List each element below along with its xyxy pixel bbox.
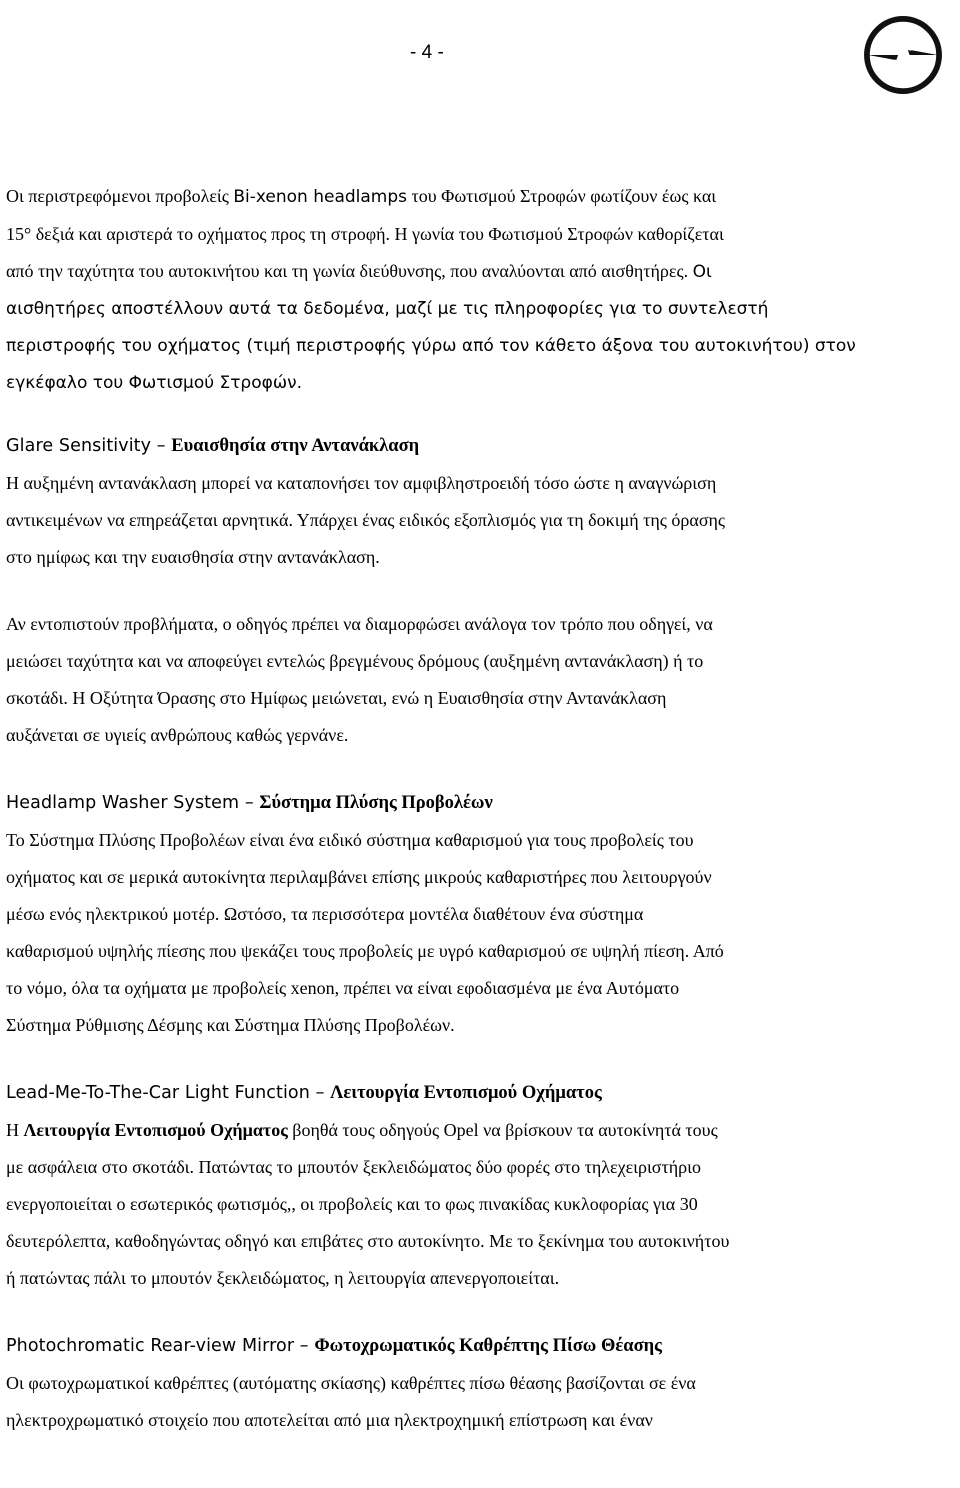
paragraph-headlamp-washer: Το Σύστημα Πλύσης Προβολέων είναι ένα ειδικό σύστημα καθαρισμού για τους προβολείς του οχήματος και σε μερικά αυτοκίνητα περιλαμβάνει επίσης μικρούς καθαριστήρες που λειτουργούν μέσω ενός ηλεκτρικού μοτέρ. Ωστόσο, τα περισσότερα μοντέλα διαθέτουν ένα σύστημα καθαρισμού υψηλής πίεσης που ψεκάζει τους προβολείς με υγρό καθαρισμού σε υψηλή πίεση. Από το νόμο, όλα τα οχήματα με προβολείς xenon, πρέπει να είναι εφοδιασμένα με ένα Αυτόματο Σύστημα Ρύθμισης Δέσμης και Σύστημα Πλύσης Προβολέων. (6, 830, 724, 1035)
heading-headlamp-washer: Headlamp Washer System – Σύστημα Πλύσης Προβολέων (6, 793, 493, 813)
paragraph-glare-sensitivity: Η αυξημένη αντανάκλαση μπορεί να καταπονήσει τον αμφιβληστροειδή τόσο ώστε η αναγνώριση αντικειμένων να επηρεάζεται αρνητικά. Υπάρχει ένας ειδικός εξοπλισμός για τη δοκιμή της όρασης στο ημίφως και την ευαισθησία στην αντανάκλαση. (6, 473, 726, 567)
paragraph-glare-advice: Αν εντοπιστούν προβλήματα, ο οδηγός πρέπει να διαμορφώσει ανάλογα τον τρόπο που οδηγεί, να μειώσει ταχύτητα και να αποφεύγει εντελώς βρεγμένους δρόμους (αυξημένη αντανάκλαση) ή το σκοτάδι. Η Οξύτητα Όρασης στο Ημίφως μειώνεται, ενώ η Ευαισθησία στην Αντανάκλαση αυξάνεται σε υγιείς ανθρώπους καθώς γερνάνε. (6, 614, 713, 745)
document-body (6, 178, 951, 1439)
paragraph-cornering-light: Οι περιστρεφόμενοι προβολείς Bi-xenon headlamps του Φωτισμού Στροφών φωτίζουν έως και 15° δεξιά και αριστερά το οχήματος προς τη στροφή. Η γωνία του Φωτισμού Στροφών καθορίζεται από την ταχύτητα του αυτοκινήτου και τη γωνία διεύθυνσης, που αναλύονται από αισθητήρες. Οι αισθητήρες αποστέλλουν αυτά τα δεδομένα, μαζί με τις πληροφορίες για το συντελεστή περιστροφής του οχήματος (τιμή περιστροφής γύρω από τον κάθετο άξονα του αυτοκινήτου) στον εγκέφαλο του Φωτισμού Στροφών. (6, 186, 856, 393)
heading-photochromatic-mirror: Photochromatic Rear-view Mirror – Φωτοχρωματικός Καθρέπτης Πίσω Θέασης (6, 1336, 662, 1356)
opel-blitz-logo-icon (862, 14, 944, 96)
heading-lead-me-to-the-car: Lead-Me-To-The-Car Light Function – Λειτουργία Εντοπισμού Οχήματος (6, 1083, 602, 1103)
paragraph-lead-me-to-the-car: Η Λειτουργία Εντοπισμού Οχήματος βοηθά τους οδηγούς Opel να βρίσκουν τα αυτοκίνητά τους με ασφάλεια στο σκοτάδι. Πατώντας το μπουτόν ξεκλειδώματος δύο φορές στο τηλεχειριστήριο ενεργοποιείται ο εσωτερικός φωτισμός,, οι προβολείς και το φως πινακίδας κυκλοφορίας για 30 δευτερόλεπτα, καθοδηγώντας οδηγό και επιβάτες στο αυτοκίνητο. Με το ξεκίνημα του αυτοκινήτου ή πατώντας πάλι το μπουτόν ξεκλειδώματος, η λειτουργία απενεργοποιείται. (6, 1120, 730, 1288)
heading-glare-sensitivity: Glare Sensitivity – Ευαισθησία στην Αντανάκλαση (6, 436, 420, 456)
page-number: - 4 - (410, 42, 444, 63)
paragraph-photochromatic-mirror: Οι φωτοχρωματικοί καθρέπτες (αυτόματης σκίασης) καθρέπτες πίσω θέασης βασίζονται σε ένα ηλεκτροχρωματικό στοιχείο που αποτελείται από μια ηλεκτροχημική επίστρωση και έναν (6, 1373, 696, 1430)
